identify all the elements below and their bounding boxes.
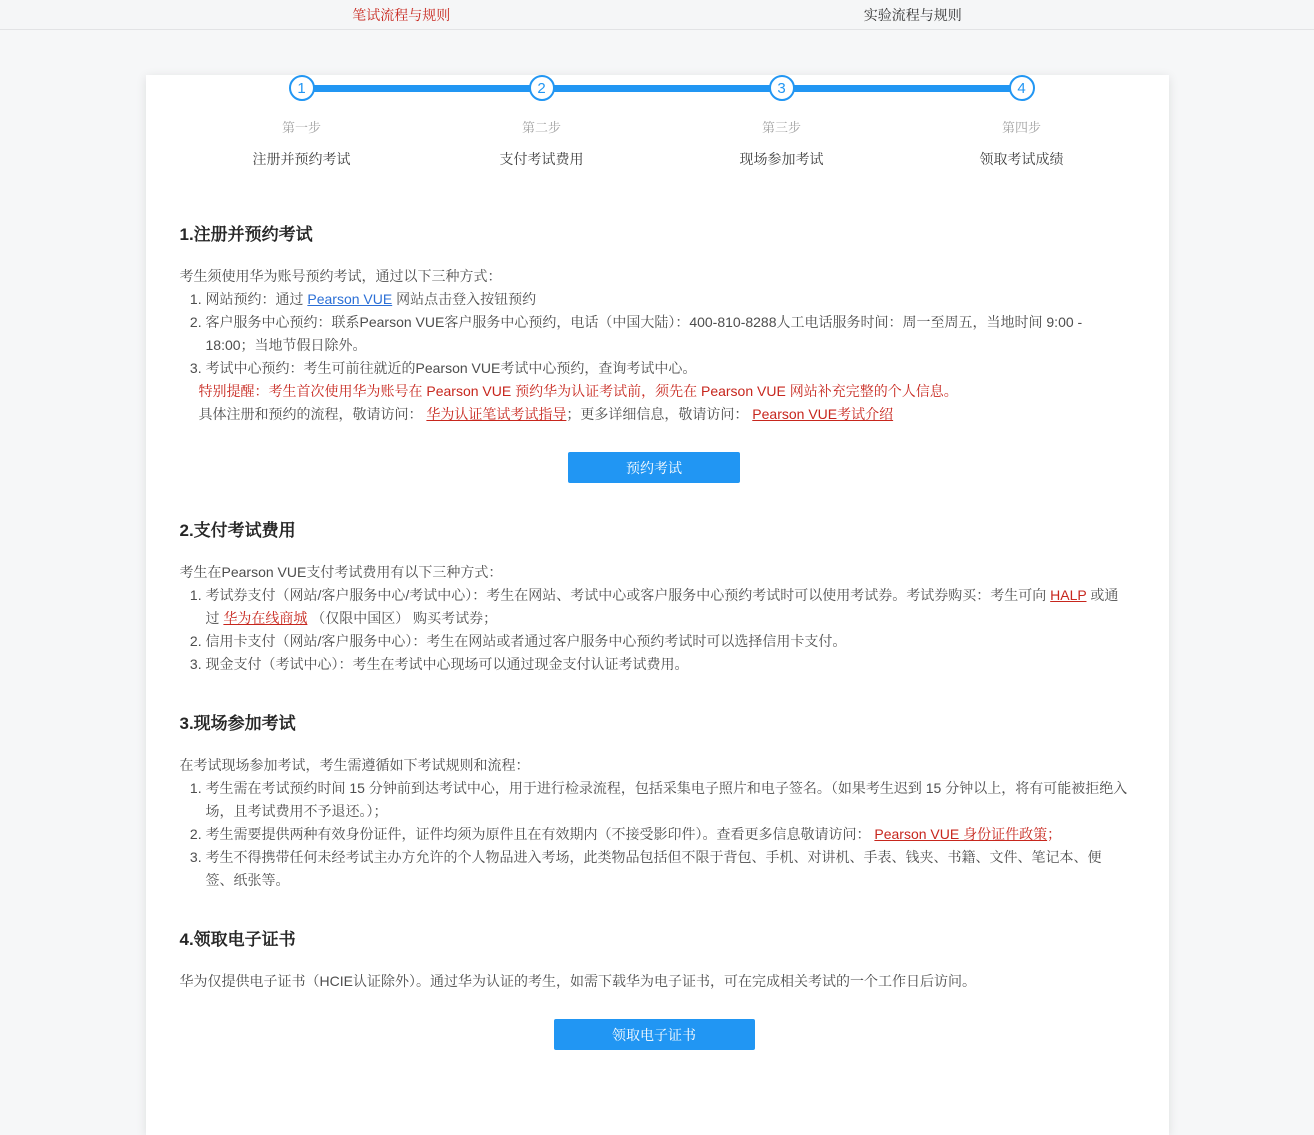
written-exam-guide-link[interactable]: 华为认证笔试考试指导 bbox=[426, 406, 567, 422]
get-ecert-button[interactable]: 领取电子证书 bbox=[554, 1019, 755, 1050]
paragraph bbox=[180, 561, 1129, 584]
tab-lab-exam-process[interactable] bbox=[657, 0, 1169, 29]
text-segment: 网站点击登入按钮预约 bbox=[392, 291, 537, 307]
tab-lab-exam-label: 实验流程与规则 bbox=[863, 6, 962, 23]
text-segment: 考生须使用华为账号预约考试，通过以下三种方式： bbox=[179, 268, 502, 284]
text-segment: 考生不得携带任何未经考试主办方允许的个人物品进入考场，此类物品包括但不限于背包、手机、对讲机、手表、钱夹、书籍、文件、笔记本、便签、纸张等。 bbox=[205, 849, 1102, 888]
step-4-circle: 4 bbox=[1009, 75, 1035, 101]
section-heading: 4.领取电子证书 bbox=[179, 930, 296, 949]
text-segment: ； bbox=[1047, 826, 1062, 842]
top-tab-bar bbox=[0, 0, 1314, 30]
step-4 bbox=[902, 75, 1142, 169]
paragraph bbox=[180, 265, 1129, 288]
text-segment: 考试券支付（网站/客户服务中心/考试中心）：考生在网站、考试中心或客户服务中心预约考试时可以使用考试券。考试券购买：考生可向 bbox=[205, 587, 1051, 603]
step-4-title: 领取考试成绩 bbox=[979, 151, 1064, 167]
book-exam-button[interactable]: 预约考试 bbox=[568, 452, 740, 483]
note-line bbox=[180, 380, 1129, 403]
step-1-circle: 1 bbox=[289, 75, 315, 101]
list-item bbox=[206, 777, 1129, 823]
section-3 bbox=[180, 714, 1129, 892]
list-item bbox=[206, 584, 1129, 630]
step-2 bbox=[422, 75, 662, 169]
pearson-vue-exam-intro-link[interactable]: Pearson VUE考试介绍 bbox=[752, 406, 894, 422]
text-segment: 考生在Pearson VUE支付考试费用有以下三种方式： bbox=[179, 564, 503, 580]
paragraph bbox=[180, 970, 1129, 993]
step-3-circle: 3 bbox=[769, 75, 795, 101]
section-2 bbox=[180, 521, 1129, 676]
paragraph bbox=[180, 754, 1129, 777]
button-row bbox=[180, 452, 1129, 483]
pearson-vue-id-policy-link[interactable]: Pearson VUE 身份证件政策 bbox=[874, 826, 1048, 842]
halp-link[interactable]: HALP bbox=[1050, 587, 1087, 603]
sections bbox=[146, 225, 1169, 1050]
step-2-label: 第二步 bbox=[521, 120, 561, 135]
text-segment: 考生需要提供两种有效身份证件，证件均须为原件且在有效期内（不接受影印件）。查看更多信息敬请访问： bbox=[205, 826, 875, 842]
list-item bbox=[206, 288, 1129, 311]
list-item bbox=[206, 630, 1129, 653]
step-2-circle: 2 bbox=[529, 75, 555, 101]
section-heading: 1.注册并预约考试 bbox=[179, 225, 313, 244]
text-segment: 考试中心预约：考生可前往就近的Pearson VUE考试中心预约，查询考试中心。 bbox=[205, 360, 697, 376]
step-3 bbox=[662, 75, 902, 169]
text-segment: 客户服务中心预约：联系Pearson VUE客户服务中心预约，电话（中国大陆）：400-810-8288人工电话服务时间：周一至周五，当地时间 9:00 - 18:00；当地节假日除外。 bbox=[205, 314, 1083, 353]
text-segment: 信用卡支付（网站/客户服务中心）：考生在网站或者通过客户服务中心预约考试时可以选择信用卡支付。 bbox=[205, 633, 847, 649]
text-segment: ；更多详细信息，敬请访问： bbox=[566, 406, 753, 422]
list-item bbox=[206, 653, 1129, 676]
exam-steps-progress bbox=[182, 75, 1142, 169]
list-item bbox=[206, 846, 1129, 892]
text-segment: 具体注册和预约的流程，敬请访问： bbox=[198, 406, 427, 422]
huawei-online-mall-link[interactable]: 华为在线商城 bbox=[223, 610, 308, 626]
top-tab-bar-inner bbox=[146, 0, 1169, 29]
text-segment: 网站预约：通过 bbox=[205, 291, 308, 307]
step-3-title: 现场参加考试 bbox=[739, 151, 824, 167]
step-4-label: 第四步 bbox=[1001, 120, 1041, 135]
text-segment: （仅限中国区） 购买考试券； bbox=[307, 610, 498, 626]
button-row bbox=[180, 1019, 1129, 1050]
pearson-vue-link[interactable]: Pearson VUE bbox=[307, 291, 393, 307]
stepper-steps bbox=[182, 75, 1142, 169]
section-heading: 2.支付考试费用 bbox=[179, 521, 296, 540]
section-4 bbox=[180, 930, 1129, 1050]
list-item bbox=[206, 823, 1129, 846]
ordered-list bbox=[180, 777, 1129, 892]
note-line bbox=[180, 403, 1129, 426]
tab-written-exam-process[interactable] bbox=[146, 0, 658, 29]
step-3-label: 第三步 bbox=[761, 120, 801, 135]
tab-written-exam-label: 笔试流程与规则 bbox=[352, 6, 451, 23]
ordered-list bbox=[180, 288, 1129, 380]
ordered-list bbox=[180, 584, 1129, 676]
text-segment: 在考试现场参加考试，考生需遵循如下考试规则和流程： bbox=[179, 757, 530, 773]
text-segment: 考生需在考试预约时间 15 分钟前到达考试中心，用于进行检录流程，包括采集电子照片和电子签名。（如果考生迟到 15 分钟以上，将有可能被拒绝入场，且考试费用不予退还。）； bbox=[205, 780, 1128, 819]
list-item bbox=[206, 311, 1129, 357]
section-heading: 3.现场参加考试 bbox=[179, 714, 296, 733]
step-1 bbox=[182, 75, 422, 169]
text-segment: 现金支付（考试中心）：考生在考试中心现场可以通过现金支付认证考试费用。 bbox=[205, 656, 689, 672]
step-1-title: 注册并预约考试 bbox=[252, 151, 351, 167]
step-2-title: 支付考试费用 bbox=[499, 151, 584, 167]
list-item bbox=[206, 357, 1129, 380]
section-1 bbox=[180, 225, 1129, 483]
text-segment: 或通过 bbox=[205, 587, 1119, 626]
text-segment: 特别提醒：考生首次使用华为账号在 Pearson VUE 预约华为认证考试前，须先在 Pearson VUE 网站补充完整的个人信息。 bbox=[198, 383, 958, 399]
text-segment: 华为仅提供电子证书（HCIE认证除外）。通过华为认证的考生，如需下载华为电子证书，可在完成相关考试的一个工作日后访问。 bbox=[179, 973, 976, 989]
content-card bbox=[146, 75, 1169, 1135]
step-1-label: 第一步 bbox=[281, 120, 321, 135]
